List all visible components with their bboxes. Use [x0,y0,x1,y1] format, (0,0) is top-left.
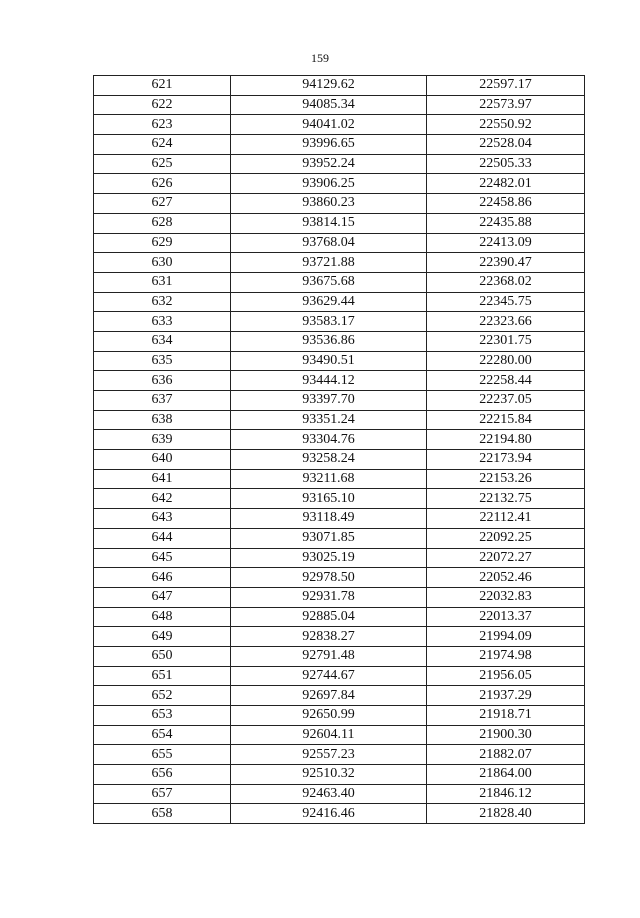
cell-value-1: 93675.68 [231,272,427,292]
table-row [94,331,585,351]
table-row [94,76,585,96]
table-row [94,312,585,332]
cell-value-2: 22413.09 [427,233,585,253]
cell-value-1: 94129.62 [231,76,427,96]
cell-value-2: 22032.83 [427,587,585,607]
table-row [94,745,585,765]
cell-index: 654 [94,725,231,745]
cell-value-1: 93211.68 [231,469,427,489]
cell-index: 658 [94,804,231,824]
cell-value-2: 22112.41 [427,509,585,529]
cell-index: 646 [94,568,231,588]
cell-index: 636 [94,371,231,391]
cell-index: 653 [94,706,231,726]
cell-value-2: 22013.37 [427,607,585,627]
cell-index: 647 [94,587,231,607]
cell-value-1: 93996.65 [231,135,427,155]
cell-value-1: 93814.15 [231,213,427,233]
cell-index: 623 [94,115,231,135]
table-row [94,154,585,174]
table-row [94,391,585,411]
table-row [94,489,585,509]
cell-value-1: 94041.02 [231,115,427,135]
cell-value-2: 21974.98 [427,646,585,666]
cell-value-2: 22435.88 [427,213,585,233]
cell-value-2: 21994.09 [427,627,585,647]
table-row [94,95,585,115]
cell-value-1: 93025.19 [231,548,427,568]
cell-index: 638 [94,410,231,430]
cell-value-2: 22390.47 [427,253,585,273]
table-row [94,548,585,568]
cell-index: 644 [94,528,231,548]
cell-value-2: 22072.27 [427,548,585,568]
cell-value-1: 93397.70 [231,391,427,411]
cell-value-1: 92791.48 [231,646,427,666]
cell-value-2: 22215.84 [427,410,585,430]
cell-index: 629 [94,233,231,253]
cell-value-2: 21900.30 [427,725,585,745]
cell-value-2: 22597.17 [427,76,585,96]
cell-value-1: 93490.51 [231,351,427,371]
cell-index: 634 [94,331,231,351]
cell-value-1: 92744.67 [231,666,427,686]
cell-value-2: 22528.04 [427,135,585,155]
cell-value-2: 21846.12 [427,784,585,804]
cell-index: 622 [94,95,231,115]
cell-value-2: 22323.66 [427,312,585,332]
cell-value-1: 92697.84 [231,686,427,706]
cell-value-1: 92838.27 [231,627,427,647]
table-row [94,469,585,489]
cell-value-2: 22482.01 [427,174,585,194]
table-row [94,784,585,804]
cell-value-1: 93952.24 [231,154,427,174]
cell-index: 621 [94,76,231,96]
cell-value-2: 22573.97 [427,95,585,115]
cell-value-1: 93721.88 [231,253,427,273]
cell-value-1: 93304.76 [231,430,427,450]
cell-value-2: 22052.46 [427,568,585,588]
cell-value-1: 93165.10 [231,489,427,509]
cell-value-1: 92604.11 [231,725,427,745]
cell-value-2: 21956.05 [427,666,585,686]
cell-index: 635 [94,351,231,371]
cell-value-1: 94085.34 [231,95,427,115]
cell-value-2: 22153.26 [427,469,585,489]
table-row [94,568,585,588]
cell-index: 650 [94,646,231,666]
table-row [94,351,585,371]
cell-index: 633 [94,312,231,332]
cell-value-1: 92931.78 [231,587,427,607]
cell-index: 655 [94,745,231,765]
cell-value-2: 22092.25 [427,528,585,548]
table-row [94,765,585,785]
cell-index: 642 [94,489,231,509]
cell-index: 639 [94,430,231,450]
cell-value-2: 22237.05 [427,391,585,411]
table-row [94,233,585,253]
cell-index: 628 [94,213,231,233]
cell-value-2: 22194.80 [427,430,585,450]
table-row [94,194,585,214]
table-row [94,627,585,647]
cell-index: 652 [94,686,231,706]
cell-value-1: 93629.44 [231,292,427,312]
cell-index: 637 [94,391,231,411]
cell-index: 632 [94,292,231,312]
table-row [94,272,585,292]
table-row [94,528,585,548]
table-row [94,706,585,726]
table-row [94,115,585,135]
cell-value-2: 22301.75 [427,331,585,351]
page-number: 159 [311,51,329,65]
cell-value-2: 22550.92 [427,115,585,135]
cell-value-1: 93536.86 [231,331,427,351]
cell-index: 640 [94,450,231,470]
table-row [94,135,585,155]
table-row [94,686,585,706]
cell-value-1: 92510.32 [231,765,427,785]
table-row [94,174,585,194]
cell-index: 656 [94,765,231,785]
cell-index: 651 [94,666,231,686]
cell-value-1: 93860.23 [231,194,427,214]
cell-value-1: 93351.24 [231,410,427,430]
cell-value-1: 92463.40 [231,784,427,804]
cell-value-1: 93768.04 [231,233,427,253]
cell-value-2: 22505.33 [427,154,585,174]
cell-index: 645 [94,548,231,568]
cell-index: 649 [94,627,231,647]
cell-value-2: 21864.00 [427,765,585,785]
cell-value-1: 93258.24 [231,450,427,470]
cell-index: 657 [94,784,231,804]
cell-value-1: 93071.85 [231,528,427,548]
cell-value-2: 22345.75 [427,292,585,312]
table-row [94,292,585,312]
table-row [94,509,585,529]
data-table [93,75,585,824]
cell-value-2: 22458.86 [427,194,585,214]
cell-value-1: 92885.04 [231,607,427,627]
cell-value-2: 21828.40 [427,804,585,824]
table-row [94,804,585,824]
cell-value-1: 93583.17 [231,312,427,332]
cell-value-1: 92650.99 [231,706,427,726]
cell-index: 625 [94,154,231,174]
cell-value-2: 22368.02 [427,272,585,292]
cell-value-1: 92416.46 [231,804,427,824]
table-row [94,450,585,470]
table-row [94,587,585,607]
table-row [94,646,585,666]
cell-value-2: 21918.71 [427,706,585,726]
cell-index: 626 [94,174,231,194]
table-row [94,410,585,430]
cell-index: 627 [94,194,231,214]
cell-value-1: 93444.12 [231,371,427,391]
cell-value-2: 22173.94 [427,450,585,470]
cell-index: 631 [94,272,231,292]
cell-index: 648 [94,607,231,627]
cell-value-1: 93906.25 [231,174,427,194]
cell-value-2: 22132.75 [427,489,585,509]
cell-value-1: 92978.50 [231,568,427,588]
table-body [94,76,585,824]
table-row [94,430,585,450]
cell-index: 630 [94,253,231,273]
table-row [94,725,585,745]
table-row [94,213,585,233]
cell-value-2: 22280.00 [427,351,585,371]
table-row [94,371,585,391]
cell-index: 624 [94,135,231,155]
cell-value-1: 93118.49 [231,509,427,529]
cell-index: 643 [94,509,231,529]
table-row [94,253,585,273]
table-row [94,666,585,686]
table-row [94,607,585,627]
cell-value-2: 22258.44 [427,371,585,391]
cell-index: 641 [94,469,231,489]
cell-value-2: 21937.29 [427,686,585,706]
cell-value-1: 92557.23 [231,745,427,765]
cell-value-2: 21882.07 [427,745,585,765]
